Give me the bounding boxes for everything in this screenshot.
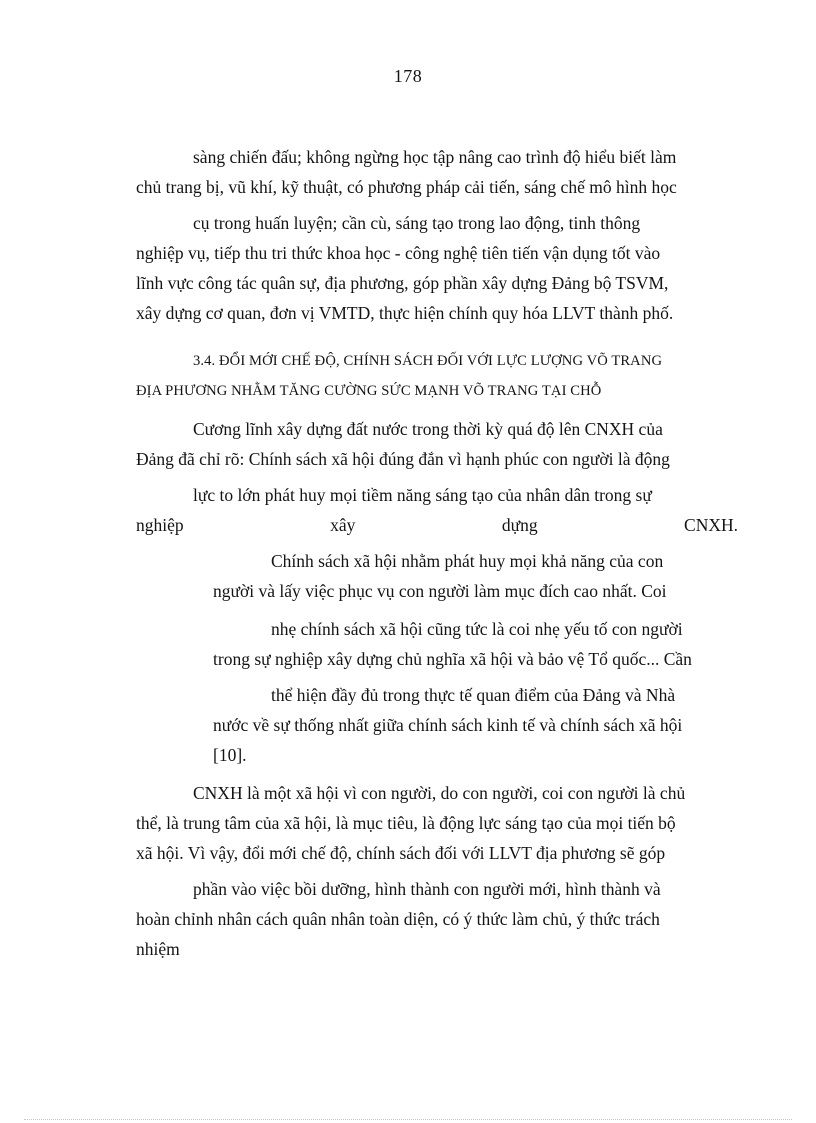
text-line-4: nghiệp vụ, tiếp thu tri thức khoa học - công nghệ tiên tiến vận dụng tốt vào: [136, 243, 661, 263]
text-line-10: Đảng đã chỉ rõ: Chính sách xã hội đúng đắn vì hạnh phúc con người là động: [136, 449, 670, 469]
text-line-12: [136, 514, 738, 536]
text-line-11: lực to lớn phát huy mọi tiềm năng sáng tạo của nhân dân trong sự: [193, 485, 652, 505]
text-line-21: thể, là trung tâm của xã hội, là mục tiêu, là động lực sáng tạo của mọi tiến bộ: [136, 813, 676, 833]
section-heading-line-1: 3.4. ĐỔI MỚI CHẾ ĐỘ, CHÍNH SÁCH ĐỐI VỚI LỰC LƯỢNG VÕ TRANG: [193, 353, 663, 369]
quote-line-5: thể hiện đầy đủ trong thực tế quan điểm của Đảng và Nhà: [271, 685, 676, 705]
quote-line-7: [10].: [213, 745, 247, 765]
text-line-22: xã hội. Vì vậy, đổi mới chế độ, chính sách đối với LLVT địa phương sẽ góp: [136, 843, 666, 863]
quote-line-1: Chính sách xã hội nhằm phát huy mọi khả năng của con: [271, 551, 664, 571]
text-line-9: Cương lĩnh xây dựng đất nước trong thời kỳ quá độ lên CNXH của: [193, 419, 663, 439]
word: CNXH.: [684, 515, 738, 535]
word: xây: [330, 515, 356, 535]
text-line-23: phần vào việc bồi dưỡng, hình thành con người mới, hình thành và: [193, 879, 661, 899]
section-heading-line-2: ĐỊA PHƯƠNG NHẰM TĂNG CƯỜNG SỨC MẠNH VÕ TRANG TẠI CHỖ: [136, 383, 602, 399]
quote-line-6: nước về sự thống nhất giữa chính sách kinh tế và chính sách xã hội: [213, 715, 683, 735]
word: nghiệp: [136, 515, 184, 535]
text-line-1: sàng chiến đấu; không ngừng học tập nâng cao trình độ hiểu biết làm: [193, 147, 677, 167]
text-line-24: hoàn chỉnh nhân cách quân nhân toàn diện, có ý thức làm chủ, ý thức trách: [136, 909, 660, 929]
text-line-3: cụ trong huấn luyện; cần cù, sáng tạo trong lao động, tinh thông: [193, 213, 641, 233]
text-line-2: chủ trang bị, vũ khí, kỹ thuật, có phương pháp cải tiến, sáng chế mô hình học: [136, 177, 677, 197]
quote-line-4: trong sự nghiệp xây dựng chủ nghĩa xã hội và bảo vệ Tổ quốc... Cần: [213, 649, 692, 669]
quote-line-3: nhẹ chính sách xã hội cũng tức là coi nhẹ yếu tố con người: [271, 619, 683, 639]
text-line-6: xây dựng cơ quan, đơn vị VMTD, thực hiện chính quy hóa LLVT thành phố.: [136, 303, 674, 323]
page-number: 178: [393, 66, 423, 86]
text-line-20: CNXH là một xã hội vì con người, do con người, coi con người là chủ: [193, 783, 686, 803]
text-line-25: nhiệm: [136, 939, 180, 959]
text-line-5: lĩnh vực công tác quân sự, địa phương, góp phần xây dựng Đảng bộ TSVM,: [136, 273, 669, 293]
page-bottom-border: [24, 1119, 792, 1120]
word: dựng: [501, 515, 538, 535]
quote-line-2: người và lấy việc phục vụ con người làm mục đích cao nhất. Coi: [213, 581, 667, 601]
